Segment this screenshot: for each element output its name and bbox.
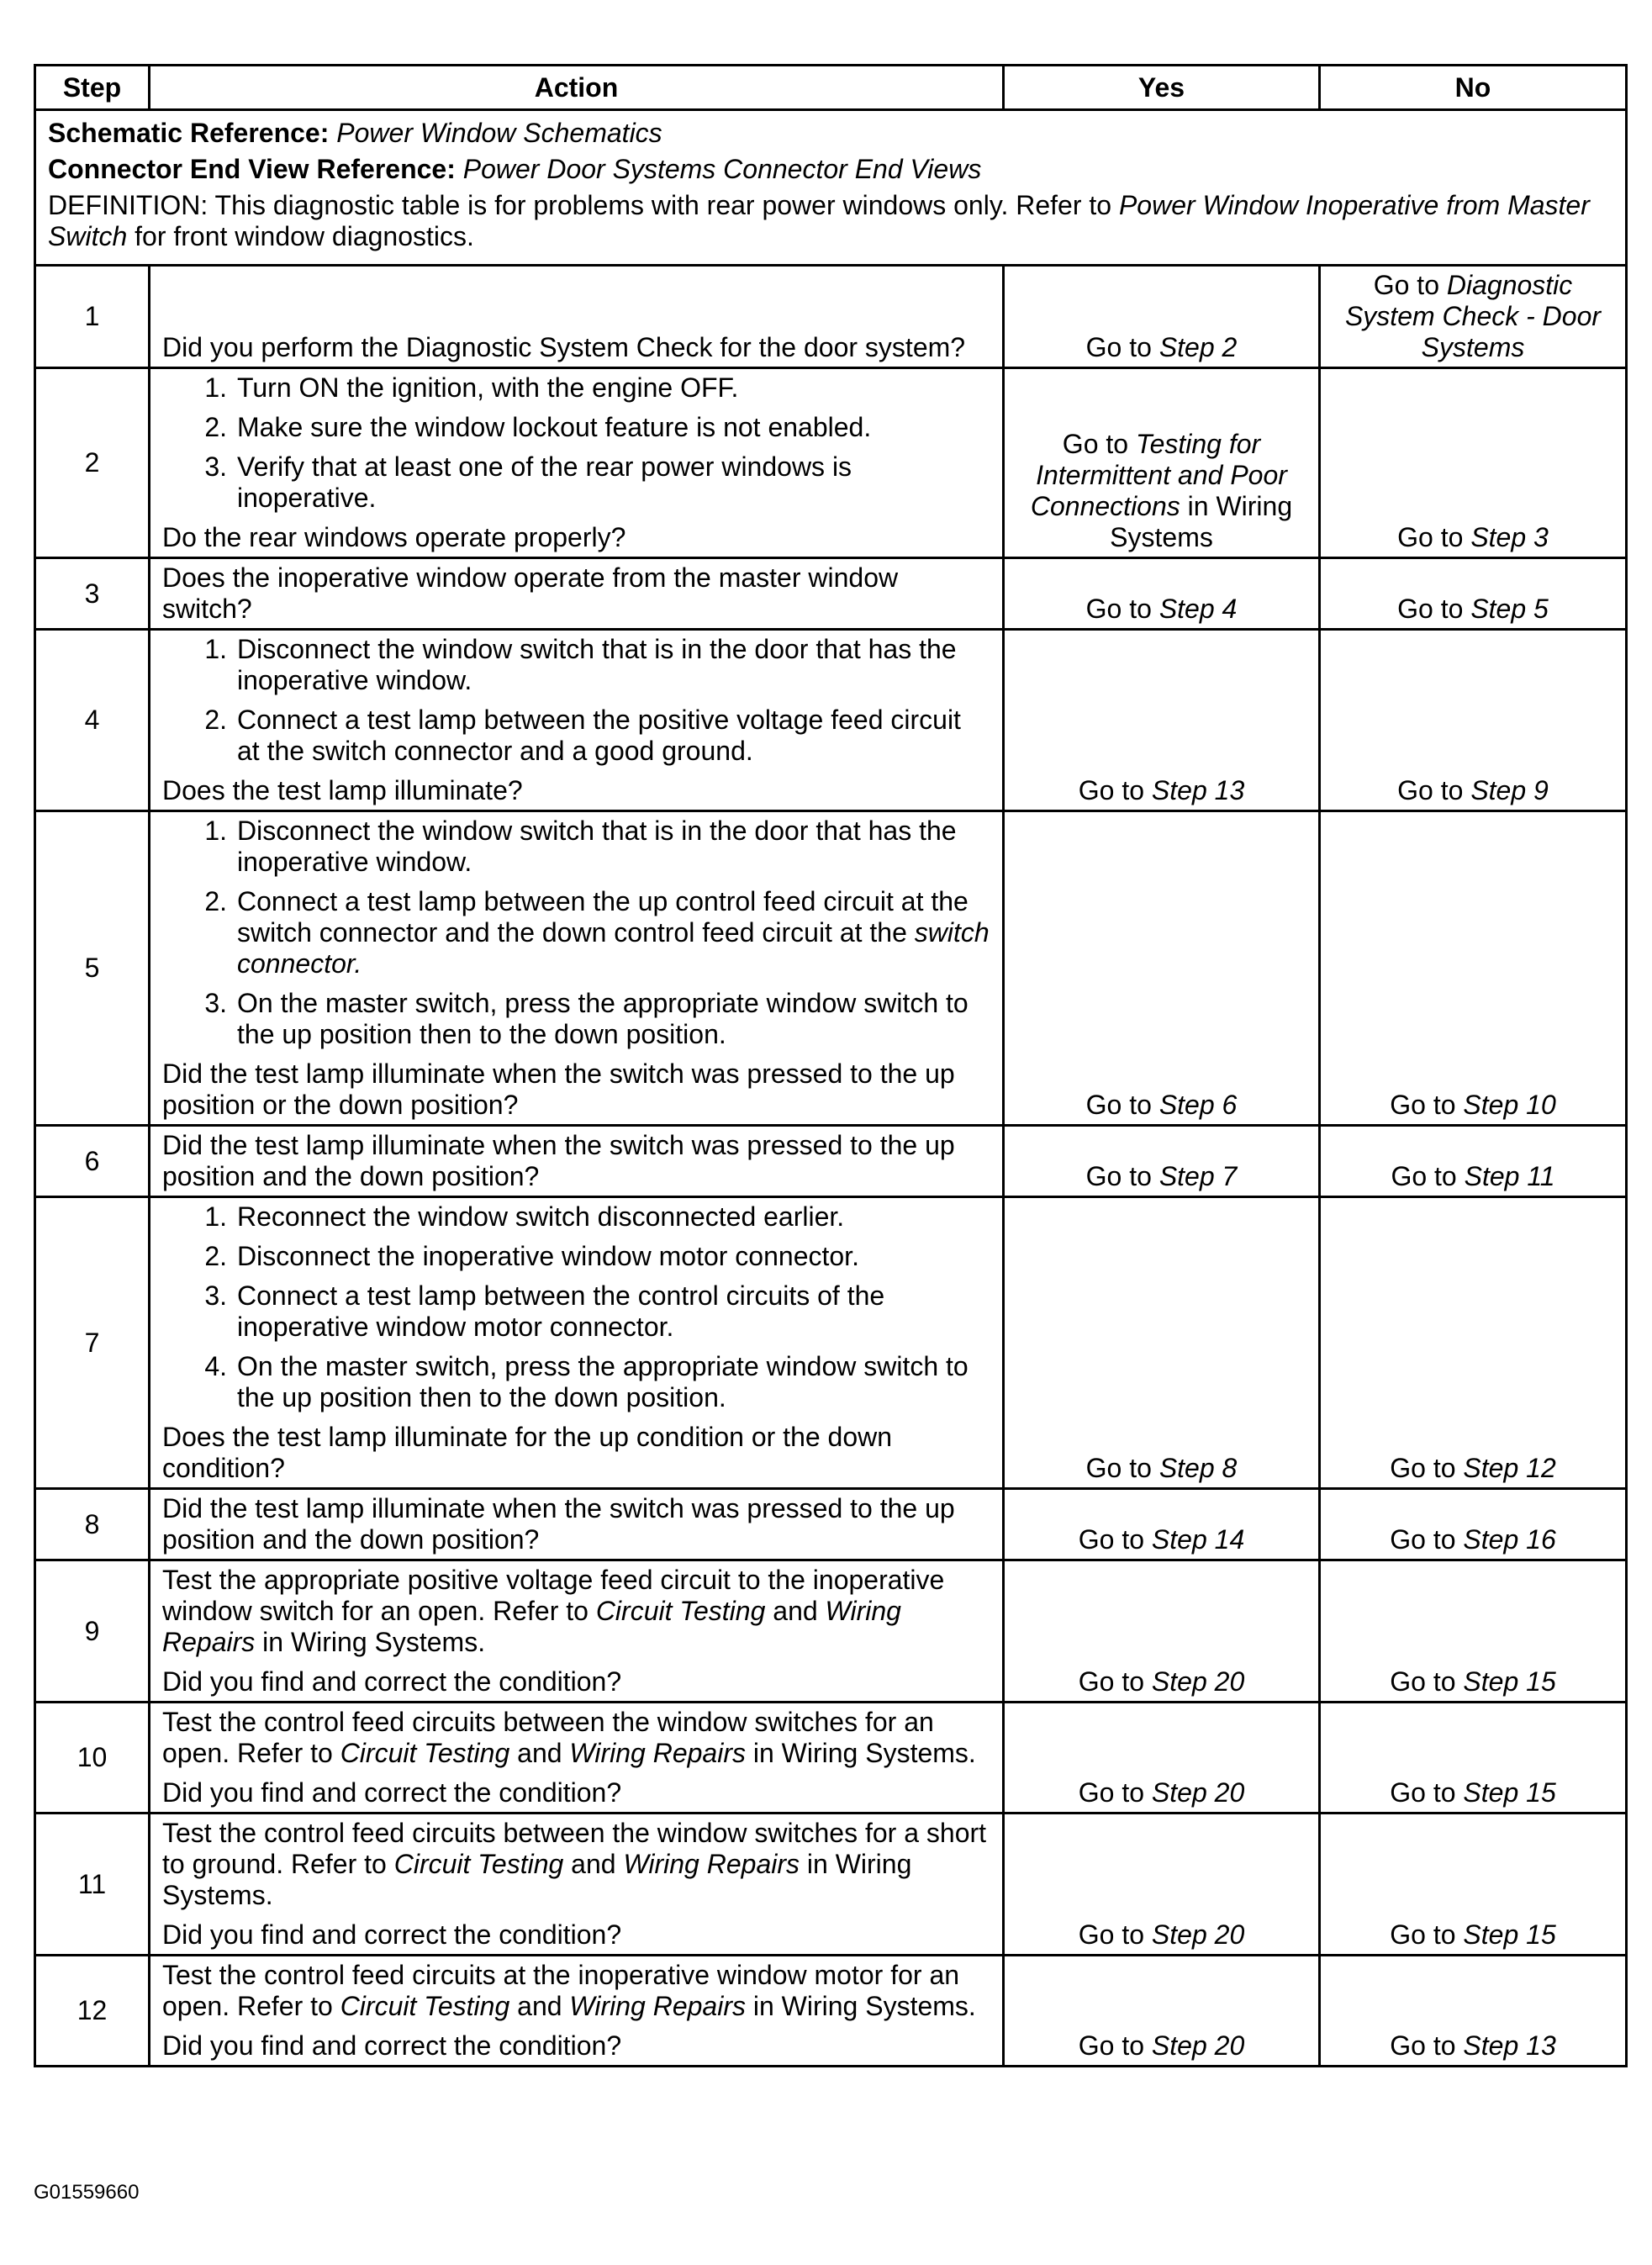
- action-question: [162, 562, 990, 625]
- text-run: Go to: [1390, 1453, 1464, 1483]
- step-number: 11: [35, 1814, 150, 1956]
- schematic-reference: [48, 118, 1613, 149]
- instruction-list: [162, 372, 990, 514]
- action-question: [162, 1493, 990, 1555]
- yes-result: [1004, 558, 1320, 630]
- step-link[interactable]: Step 8: [1159, 1453, 1238, 1483]
- step-link[interactable]: Step 5: [1470, 594, 1549, 624]
- connector-reference: [48, 154, 1613, 185]
- step-number: 5: [35, 811, 150, 1126]
- instruction-number: 2.: [204, 705, 227, 735]
- step-link[interactable]: Step 11: [1464, 1161, 1555, 1191]
- no-result: [1320, 266, 1627, 368]
- definition-text: DEFINITION: This diagnostic table is for problems with rear power windows only. Refer to: [48, 190, 1112, 220]
- header-action: Action: [150, 66, 1004, 110]
- text-run: Connect a test lamp between the positive voltage feed circuit at the switch connector and a good ground.: [237, 705, 961, 766]
- step-link[interactable]: Step 7: [1159, 1161, 1238, 1191]
- yes-result: [1004, 1956, 1320, 2067]
- action-question: [162, 1059, 990, 1121]
- yes-result: [1004, 1489, 1320, 1560]
- step-row-11: [35, 1814, 1627, 1956]
- header-row: [35, 66, 1627, 110]
- no-result: [1320, 1197, 1627, 1489]
- text-run: Go to: [1391, 1161, 1465, 1191]
- yes-result: [1004, 266, 1320, 368]
- text-run: Go to: [1078, 1777, 1152, 1808]
- instruction-text: [237, 372, 990, 404]
- no-result: [1320, 1814, 1627, 1956]
- text-run: Go to: [1085, 594, 1159, 624]
- action-question: [162, 2030, 990, 2062]
- action-instruction: [162, 1707, 990, 1769]
- text-run: Go to: [1390, 1666, 1464, 1697]
- step-row-8: [35, 1489, 1627, 1560]
- instruction-item: [162, 886, 990, 979]
- step-link[interactable]: Step 13: [1463, 2030, 1556, 2061]
- no-result: [1320, 368, 1627, 558]
- action-question: [162, 775, 990, 806]
- action-cell: [150, 1956, 1004, 2067]
- instruction-item: [162, 372, 990, 404]
- instruction-number: 3.: [204, 988, 227, 1018]
- action-cell: [150, 1489, 1004, 1560]
- step-row-6: [35, 1126, 1627, 1197]
- instruction-number: 2.: [204, 886, 227, 916]
- yes-result: [1004, 1197, 1320, 1489]
- step-link[interactable]: Step 15: [1463, 1777, 1556, 1808]
- instruction-text: [237, 988, 990, 1050]
- action-cell: [150, 266, 1004, 368]
- text-run: Go to: [1373, 270, 1447, 300]
- text-run: Did you find and correct the condition?: [162, 2030, 622, 2061]
- instruction-item: [162, 1241, 990, 1272]
- text-run: and: [509, 1738, 570, 1768]
- instruction-number: 1.: [204, 372, 227, 403]
- yes-result: [1004, 1814, 1320, 1956]
- step-link[interactable]: Step 14: [1151, 1524, 1245, 1555]
- no-result: [1320, 1956, 1627, 2067]
- step-number: 2: [35, 368, 150, 558]
- instruction-list: [162, 634, 990, 767]
- instruction-text: [237, 705, 990, 767]
- instruction-item: [162, 634, 990, 696]
- yes-result: [1004, 1703, 1320, 1814]
- step-link[interactable]: Step 6: [1159, 1090, 1238, 1120]
- yes-result: [1004, 811, 1320, 1126]
- text-run: Does the test lamp illuminate?: [162, 775, 523, 805]
- step-link[interactable]: Step 20: [1151, 1777, 1245, 1808]
- step-link[interactable]: Step 20: [1151, 1919, 1245, 1950]
- step-link[interactable]: Circuit Testing: [393, 1849, 564, 1879]
- text-run: in Wiring Systems: [1110, 491, 1293, 552]
- reference-cell: [35, 110, 1627, 266]
- text-run: Verify that at least one of the rear power windows is inoperative.: [237, 451, 852, 513]
- instruction-number: 1.: [204, 816, 227, 846]
- instruction-list: [162, 1201, 990, 1413]
- step-link[interactable]: Step 12: [1463, 1453, 1556, 1483]
- yes-result: [1004, 1126, 1320, 1197]
- step-link[interactable]: Step 15: [1463, 1666, 1556, 1697]
- step-row-10: [35, 1703, 1627, 1814]
- text-run: Go to: [1078, 2030, 1152, 2061]
- schematic-reference-link[interactable]: Power Window Schematics: [336, 118, 662, 148]
- instruction-item: [162, 1280, 990, 1343]
- definition: [48, 190, 1613, 252]
- connector-reference-label: Connector End View Reference:: [48, 154, 456, 184]
- text-run: Go to: [1085, 1161, 1159, 1191]
- step-number: 10: [35, 1703, 150, 1814]
- connector-reference-link[interactable]: Power Door Systems Connector End Views: [462, 154, 982, 184]
- text-run: Connect a test lamp between the up control feed circuit at the switch connector and the down control feed circuit at the: [237, 886, 969, 948]
- text-run: and: [509, 1991, 570, 2021]
- text-run: Test the control feed circuits between the window switches for an open. Refer to: [162, 1707, 934, 1768]
- action-question: [162, 1919, 990, 1951]
- text-run: Go to: [1397, 775, 1471, 805]
- reference-row: [35, 110, 1627, 266]
- text-run: Go to: [1078, 775, 1152, 805]
- step-number: 6: [35, 1126, 150, 1197]
- action-question: [162, 332, 990, 363]
- header-step: Step: [35, 66, 150, 110]
- step-row-3: [35, 558, 1627, 630]
- no-result: [1320, 1560, 1627, 1703]
- text-run: Disconnect the inoperative window motor connector.: [237, 1241, 859, 1271]
- text-run: Disconnect the window switch that is in the door that has the inoperative window.: [237, 816, 957, 877]
- instruction-text: [237, 816, 990, 878]
- instruction-text: [237, 886, 990, 979]
- step-number: 9: [35, 1560, 150, 1703]
- action-cell: [150, 368, 1004, 558]
- instruction-number: 4.: [204, 1351, 227, 1381]
- text-run: Do the rear windows operate properly?: [162, 522, 626, 552]
- text-run: Did the test lamp illuminate when the switch was pressed to the up position or the down position?: [162, 1059, 955, 1120]
- step-link[interactable]: Step 16: [1463, 1524, 1556, 1555]
- instruction-text: [237, 1351, 990, 1413]
- step-link[interactable]: Step 20: [1151, 2030, 1245, 2061]
- text-run: Go to: [1078, 1919, 1152, 1950]
- text-run: Go to: [1390, 1090, 1464, 1120]
- step-row-2: [35, 368, 1627, 558]
- text-run: Go to: [1062, 429, 1136, 459]
- step-number: 7: [35, 1197, 150, 1489]
- instruction-text: [237, 1241, 990, 1272]
- text-run: in Wiring Systems.: [745, 1991, 976, 2021]
- text-run: in Wiring Systems.: [745, 1738, 976, 1768]
- text-run: Test the control feed circuits between the window switches for a short to ground. Refer to: [162, 1818, 987, 1879]
- text-run: Go to: [1390, 1919, 1464, 1950]
- no-result: [1320, 630, 1627, 811]
- action-cell: [150, 811, 1004, 1126]
- step-number: 12: [35, 1956, 150, 2067]
- text-run: On the master switch, press the appropriate window switch to the up position then to the down position.: [237, 1351, 969, 1412]
- step-link[interactable]: Diagnostic System Check - Door Systems: [1344, 270, 1602, 362]
- text-run: Go to: [1078, 1524, 1152, 1555]
- instruction-item: [162, 816, 990, 878]
- text-run: and: [765, 1596, 826, 1626]
- step-link[interactable]: Circuit Testing: [340, 1738, 510, 1768]
- action-cell: [150, 1126, 1004, 1197]
- instruction-text: [237, 1280, 990, 1343]
- step-number: 1: [35, 266, 150, 368]
- text-run: Go to: [1085, 1090, 1159, 1120]
- step-link[interactable]: Step 13: [1151, 775, 1245, 805]
- action-question: [162, 1777, 990, 1808]
- instruction-number: 3.: [204, 451, 227, 482]
- step-link[interactable]: Step 10: [1463, 1090, 1556, 1120]
- text-run: Go to: [1085, 1453, 1159, 1483]
- step-link[interactable]: Step 3: [1470, 522, 1549, 552]
- text-run: Go to: [1085, 332, 1159, 362]
- instruction-text: [237, 451, 990, 514]
- text-run: Go to: [1390, 2030, 1464, 2061]
- definition-text-end: for front window diagnostics.: [135, 221, 474, 251]
- text-run: Go to: [1390, 1524, 1464, 1555]
- text-run: Did you find and correct the condition?: [162, 1919, 622, 1950]
- step-link[interactable]: Wiring Repairs: [162, 1596, 901, 1657]
- instruction-item: [162, 1351, 990, 1413]
- action-instruction: [162, 1818, 990, 1911]
- text-run: Go to: [1078, 1666, 1152, 1697]
- header-no: No: [1320, 66, 1627, 110]
- step-link[interactable]: Testing for Intermittent and Poor Connections: [1030, 429, 1287, 521]
- text-run: Reconnect the window switch disconnected earlier.: [237, 1201, 845, 1232]
- step-row-9: [35, 1560, 1627, 1703]
- no-result: [1320, 1126, 1627, 1197]
- text-run: Connect a test lamp between the control circuits of the inoperative window motor connector.: [237, 1280, 885, 1342]
- text-run: Make sure the window lockout feature is not enabled.: [237, 412, 872, 442]
- step-row-5: [35, 811, 1627, 1126]
- instruction-number: 2.: [204, 412, 227, 442]
- action-cell: [150, 630, 1004, 811]
- no-result: [1320, 1489, 1627, 1560]
- action-cell: [150, 1560, 1004, 1703]
- step-row-12: [35, 1956, 1627, 2067]
- text-run: Did the test lamp illuminate when the switch was pressed to the up position and the down position?: [162, 1130, 955, 1191]
- step-link[interactable]: Wiring Repairs: [569, 1738, 746, 1768]
- action-instruction: [162, 1565, 990, 1658]
- text-run: Did you perform the Diagnostic System Check for the door system?: [162, 332, 966, 362]
- step-number: 8: [35, 1489, 150, 1560]
- action-cell: [150, 558, 1004, 630]
- step-link[interactable]: Circuit Testing: [595, 1596, 766, 1626]
- step-link[interactable]: Circuit Testing: [340, 1991, 510, 2021]
- text-run: Turn ON the ignition, with the engine OFF.: [237, 372, 739, 403]
- text-run: Test the control feed circuits at the inoperative window motor for an open. Refer to: [162, 1960, 960, 2021]
- instruction-number: 2.: [204, 1241, 227, 1271]
- instruction-item: [162, 705, 990, 767]
- text-run: Go to: [1390, 1777, 1464, 1808]
- step-link[interactable]: Wiring Repairs: [569, 1991, 746, 2021]
- definition-link[interactable]: Power Window Inoperative from Master Switch: [48, 190, 1590, 251]
- instruction-number: 1.: [204, 1201, 227, 1232]
- diagnostic-table: [34, 64, 1628, 2067]
- step-link[interactable]: switch connector.: [237, 917, 990, 979]
- text-run: Did the test lamp illuminate when the switch was pressed to the up position and the down position?: [162, 1493, 955, 1555]
- text-run: in Wiring Systems.: [255, 1627, 486, 1657]
- step-row-4: [35, 630, 1627, 811]
- instruction-item: [162, 1201, 990, 1233]
- instruction-number: 1.: [204, 634, 227, 664]
- action-cell: [150, 1197, 1004, 1489]
- step-link[interactable]: Step 9: [1470, 775, 1549, 805]
- step-link[interactable]: Step 15: [1463, 1919, 1556, 1950]
- instruction-item: [162, 412, 990, 443]
- yes-result: [1004, 630, 1320, 811]
- action-cell: [150, 1703, 1004, 1814]
- text-run: Go to: [1397, 522, 1471, 552]
- action-question: [162, 1666, 990, 1697]
- text-run: Test the appropriate positive voltage feed circuit to the inoperative window switch for an open. Refer to: [162, 1565, 945, 1626]
- step-row-1: [35, 266, 1627, 368]
- step-number: 4: [35, 630, 150, 811]
- step-link[interactable]: Step 4: [1159, 594, 1238, 624]
- no-result: [1320, 1703, 1627, 1814]
- action-instruction: [162, 1960, 990, 2022]
- instruction-item: [162, 988, 990, 1050]
- yes-result: [1004, 368, 1320, 558]
- text-run: On the master switch, press the appropriate window switch to the up position then to the down position.: [237, 988, 969, 1049]
- text-run: Disconnect the window switch that is in the door that has the inoperative window.: [237, 634, 957, 695]
- instruction-text: [237, 634, 990, 696]
- text-run: in Wiring Systems.: [162, 1849, 912, 1910]
- action-cell: [150, 1814, 1004, 1956]
- no-result: [1320, 558, 1627, 630]
- step-link[interactable]: Wiring Repairs: [623, 1849, 800, 1879]
- text-run: Did you find and correct the condition?: [162, 1666, 622, 1697]
- instruction-item: [162, 451, 990, 514]
- step-link[interactable]: Step 20: [1151, 1666, 1245, 1697]
- text-run: and: [563, 1849, 624, 1879]
- instruction-text: [237, 1201, 990, 1233]
- yes-result: [1004, 1560, 1320, 1703]
- step-link[interactable]: Step 2: [1159, 332, 1238, 362]
- text-run: Does the inoperative window operate from the master window switch?: [162, 562, 899, 624]
- instruction-number: 3.: [204, 1280, 227, 1311]
- text-run: Did you find and correct the condition?: [162, 1777, 622, 1808]
- step-number: 3: [35, 558, 150, 630]
- no-result: [1320, 811, 1627, 1126]
- text-run: Go to: [1397, 594, 1471, 624]
- action-question: [162, 1422, 990, 1484]
- schematic-reference-label: Schematic Reference:: [48, 118, 330, 148]
- header-yes: Yes: [1004, 66, 1320, 110]
- action-question: [162, 522, 990, 553]
- figure-id: G01559660: [34, 2181, 140, 2204]
- action-question: [162, 1130, 990, 1192]
- step-row-7: [35, 1197, 1627, 1489]
- instruction-text: [237, 412, 990, 443]
- text-run: Does the test lamp illuminate for the up condition or the down condition?: [162, 1422, 893, 1483]
- instruction-list: [162, 816, 990, 1050]
